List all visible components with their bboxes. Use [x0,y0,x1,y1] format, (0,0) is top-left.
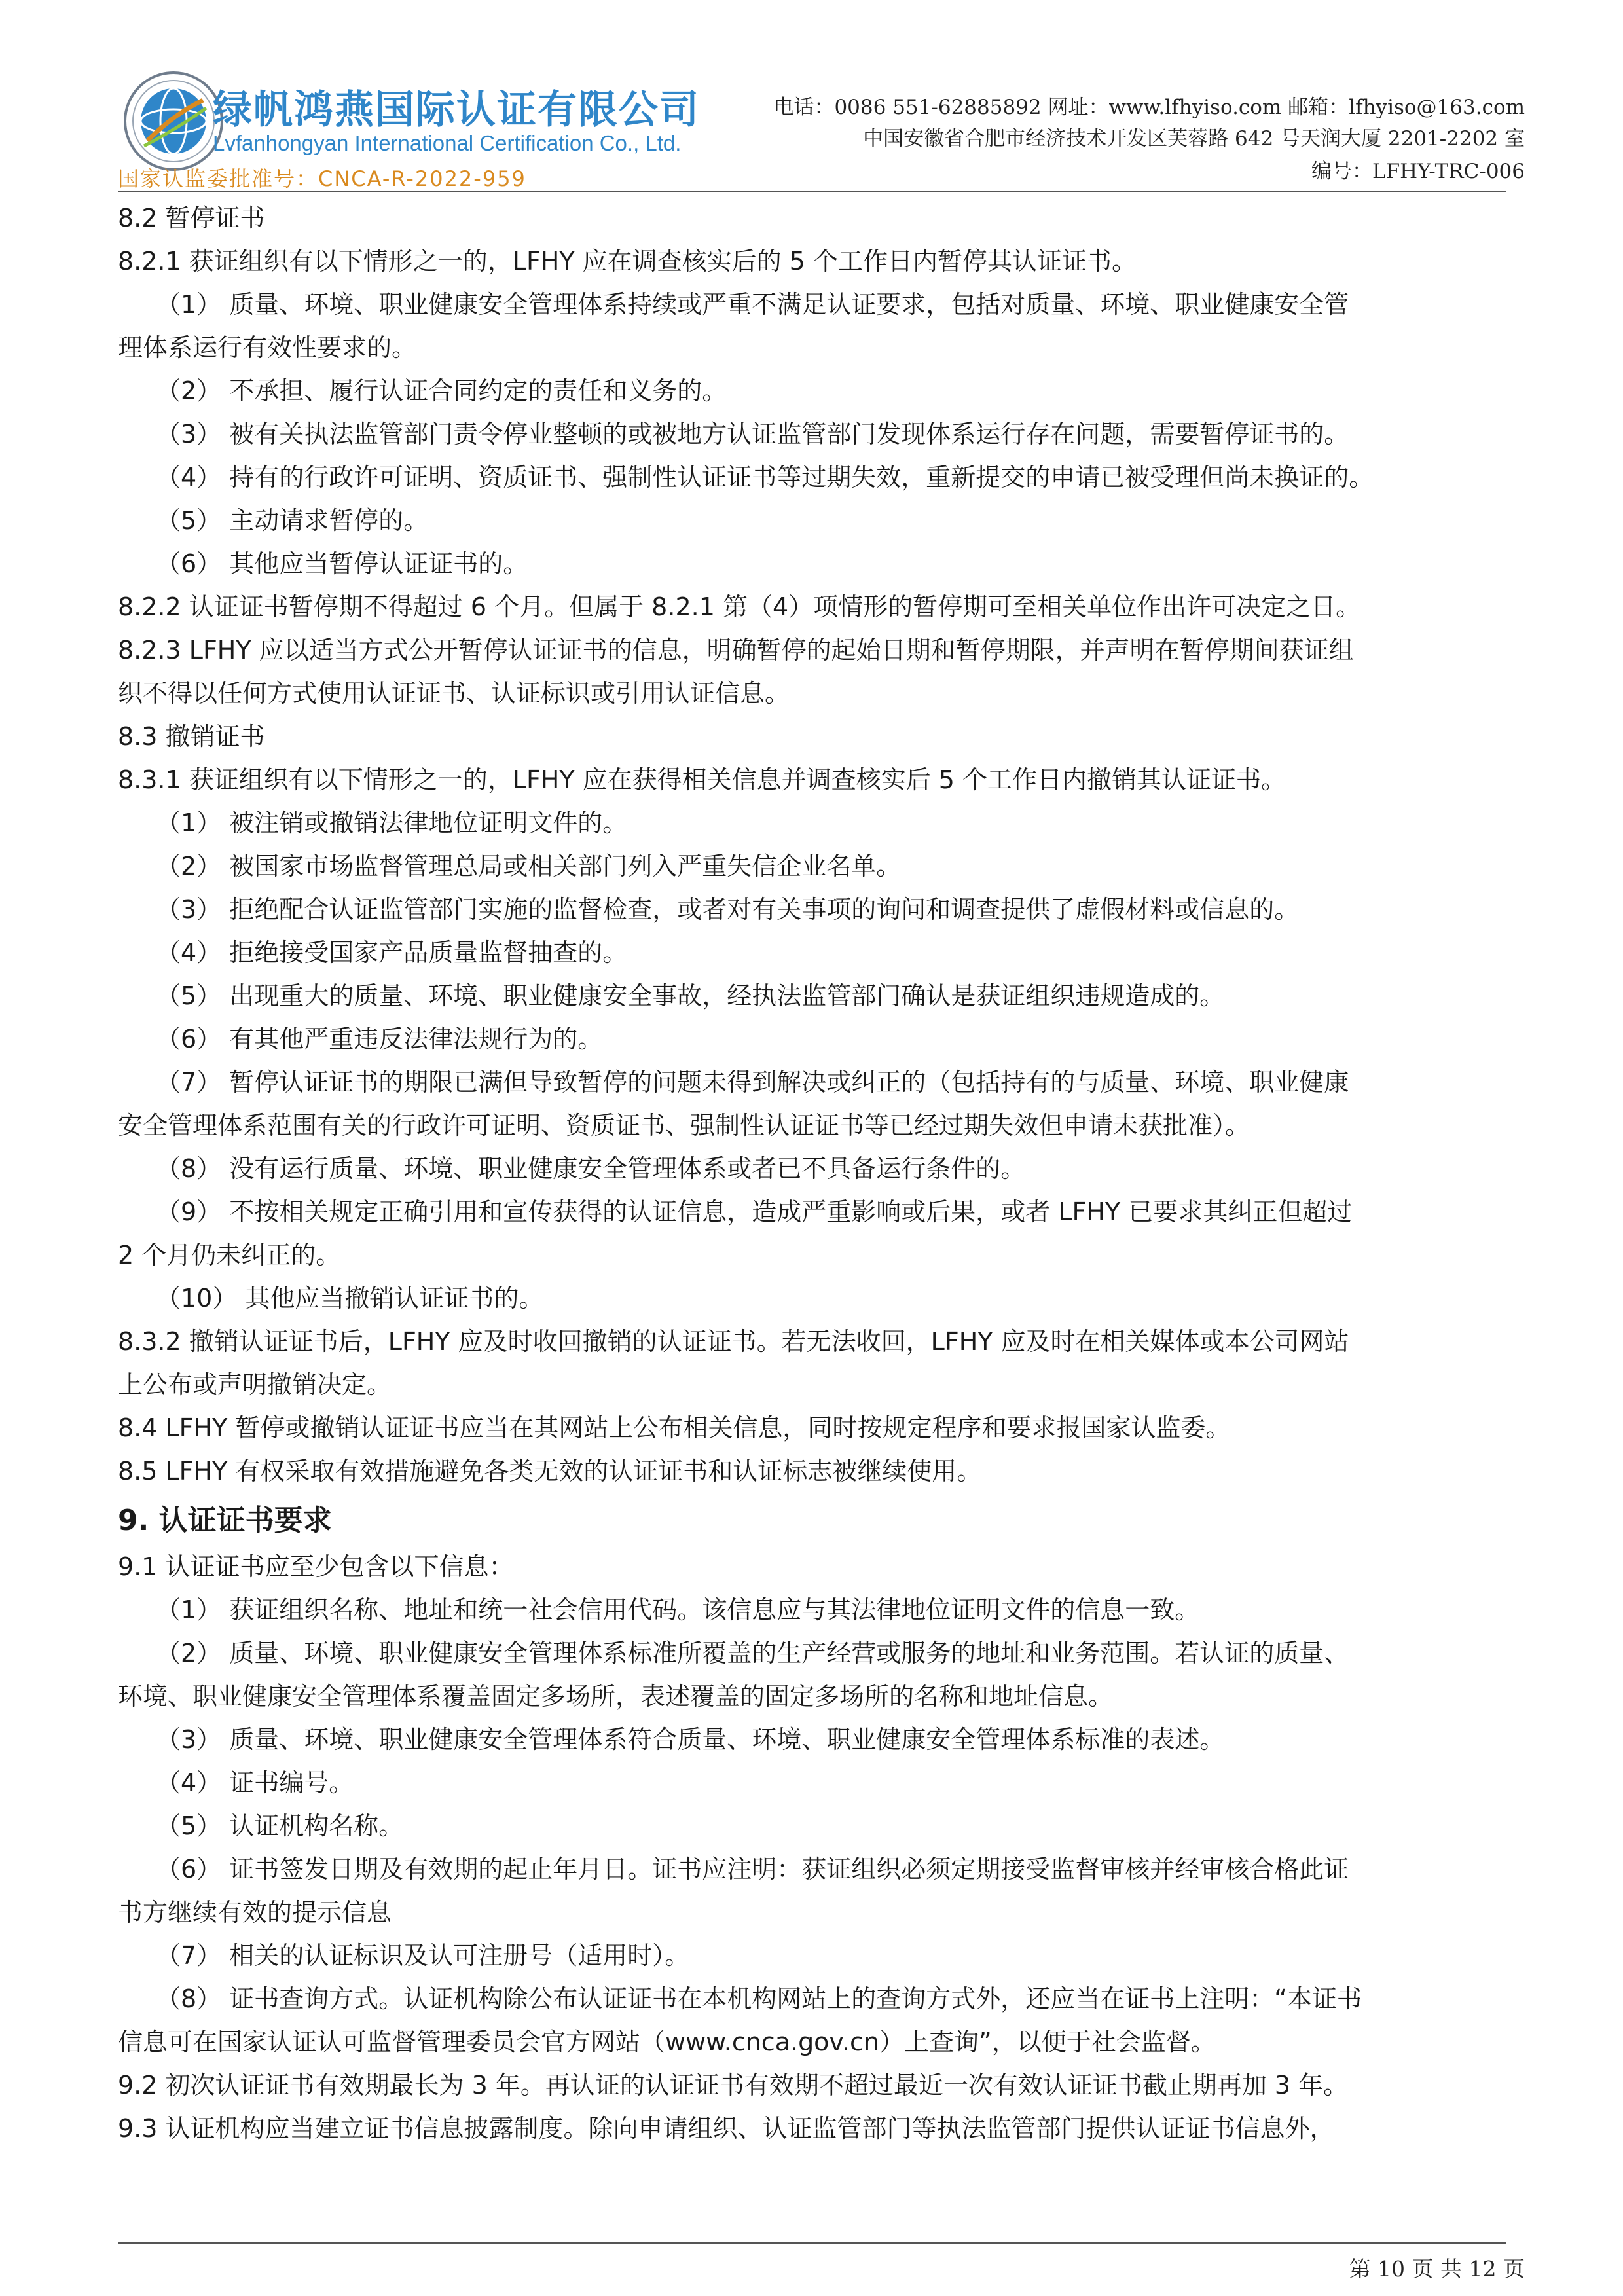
paragraph-line: （1） 获证组织名称、地址和统一社会信用代码。该信息应与其法律地位证明文件的信息一致。 [156,1595,1200,1624]
footer-divider [118,2242,1506,2244]
contact-line: 电话：0086 551-62885892 网址：www.lfhyiso.com 邮箱：lfhyiso@163.com [773,96,1525,119]
paragraph-line: 8.2 暂停证书 [118,204,265,232]
header-divider [118,191,1506,192]
approval-number: 国家认监委批准号：CNCA-R-2022-959 [118,166,526,191]
paragraph-line: 理体系运行有效性要求的。 [118,333,417,362]
paragraph-line: 2 个月仍未纠正的。 [118,1241,341,1269]
paragraph-line: （3） 拒绝配合认证监管部门实施的监督检查，或者对有关事项的询问和调查提供了虚假材料或信息的。 [156,895,1300,924]
paragraph-line: （4） 拒绝接受国家产品质量监督抽查的。 [156,938,628,967]
paragraph-line: （5） 主动请求暂停的。 [156,506,429,535]
paragraph-line: （4） 证书编号。 [156,1768,354,1797]
paragraph-line: 9.1 认证证书应至少包含以下信息： [118,1552,514,1581]
paragraph-line: （1） 被注销或撤销法律地位证明文件的。 [156,809,628,837]
paragraph-line: （2） 不承担、履行认证合同约定的责任和义务的。 [156,376,727,405]
paragraph-line: （5） 认证机构名称。 [156,1812,404,1840]
company-name-cn: 绿帆鸿燕国际认证有限公司 [213,87,700,133]
paragraph-line: （6） 其他应当暂停认证证书的。 [156,549,528,578]
paragraph-line: （2） 被国家市场监督管理总局或相关部门列入严重失信企业名单。 [156,852,902,881]
section-heading: 9. 认证证书要求 [118,1504,332,1537]
paragraph-line: 信息可在国家认证认可监督管理委员会官方网站（www.cnca.gov.cn）上查询”，以便于社会监督。 [118,2028,1216,2056]
address-line: 中国安徽省合肥市经济技术开发区芙蓉路 642 号天润大厦 2201-2202 室 [863,127,1525,151]
paragraph-line: （6） 证书签发日期及有效期的起止年月日。证书应注明：获证组织必须定期接受监督审核并经审核合格此证 [156,1855,1349,1884]
paragraph-line: （5） 出现重大的质量、环境、职业健康安全事故，经执法监管部门确认是获证组织违规造成的。 [156,981,1225,1010]
paragraph-line: （8） 证书查询方式。认证机构除公布认证证书在本机构网站上的查询方式外，还应当在证书上注明：“本证书 [156,1984,1362,2013]
paragraph-line: 9.3 认证机构应当建立证书信息披露制度。除向申请组织、认证监管部门等执法监管部门提供认证证书信息外， [118,2114,1335,2143]
document-body [118,196,1506,2150]
paragraph-line: 8.3 撤销证书 [118,722,265,751]
paragraph-line: 安全管理体系范围有关的行政许可证明、资质证书、强制性认证证书等已经过期失效但申请未获批准）。 [118,1111,1250,1140]
paragraph-line: （3） 质量、环境、职业健康安全管理体系符合质量、环境、职业健康安全管理体系标准的表述。 [156,1725,1225,1754]
paragraph-line: （7） 暂停认证证书的期限已满但导致暂停的问题未得到解决或纠正的（包括持有的与质量、环境、职业健康 [156,1068,1349,1097]
paragraph-line: （9） 不按相关规定正确引用和宣传获得的认证信息，造成严重影响或后果，或者 LFHY 已要求其纠正但超过 [156,1197,1353,1226]
globe-logo-icon [121,69,226,173]
paragraph-line: 8.3.1 获证组织有以下情形之一的，LFHY 应在获得相关信息并调查核实后 5 个工作日内撤销其认证证书。 [118,765,1286,794]
paragraph-line: （7） 相关的认证标识及认可注册号（适用时）。 [156,1941,690,1970]
paragraph-line: 8.4 LFHY 暂停或撤销认证证书应当在其网站上公布相关信息，同时按规定程序和要求报国家认监委。 [118,1413,1231,1442]
paragraph-line: （3） 被有关执法监管部门责令停业整顿的或被地方认证监管部门发现体系运行存在问题，需要暂停证书的。 [156,420,1349,448]
paragraph-line: （1） 质量、环境、职业健康安全管理体系持续或严重不满足认证要求，包括对质量、环境、职业健康安全管 [156,290,1349,319]
paragraph-line: 8.3.2 撤销认证证书后，LFHY 应及时收回撤销的认证证书。若无法收回，LFHY 应及时在相关媒体或本公司网站 [118,1327,1349,1356]
paragraph-line: （4） 持有的行政许可证明、资质证书、强制性认证证书等过期失效，重新提交的申请已被受理但尚未换证的。 [156,463,1374,492]
page-header [0,0,1623,196]
paragraph-line: 9.2 初次认证证书有效期最长为 3 年。再认证的认证证书有效期不超过最近一次有效认证证书截止期再加 3 年。 [118,2071,1349,2100]
company-name-en: Lvfanhongyan International Certification Co., Ltd. [213,131,682,155]
paragraph-line: 书方继续有效的提示信息 [118,1898,392,1927]
paragraph-line: （6） 有其他严重违反法律法规行为的。 [156,1025,603,1053]
paragraph-line: 上公布或声明撤销决定。 [118,1370,392,1399]
paragraph-line: 8.2.2 认证证书暂停期不得超过 6 个月。但属于 8.2.1 第（4）项情形的暂停期可至相关单位作出许可决定之日。 [118,592,1361,621]
doc-number: 编号：LFHY-TRC-006 [1311,160,1525,183]
paragraph-line: 8.5 LFHY 有权采取有效措施避免各类无效的认证证书和认证标志被继续使用。 [118,1457,982,1485]
paragraph-line: 8.2.1 获证组织有以下情形之一的，LFHY 应在调查核实后的 5 个工作日内暂停其认证证书。 [118,247,1137,276]
paragraph-line: （8） 没有运行质量、环境、职业健康安全管理体系或者已不具备运行条件的。 [156,1154,1026,1183]
paragraph-line: 织不得以任何方式使用认证证书、认证标识或引用认证信息。 [118,679,790,708]
page-number: 第 10 页 共 12 页 [1349,2256,1525,2282]
paragraph-line: 8.2.3 LFHY 应以适当方式公开暂停认证证书的信息，明确暂停的起始日期和暂停期限，并声明在暂停期间获证组 [118,636,1354,665]
paragraph-line: （10） 其他应当撤销认证证书的。 [156,1284,544,1313]
paragraph-line: （2） 质量、环境、职业健康安全管理体系标准所覆盖的生产经营或服务的地址和业务范围。若认证的质量、 [156,1639,1349,1667]
paragraph-line: 环境、职业健康安全管理体系覆盖固定多场所，表述覆盖的固定多场所的名称和地址信息。 [118,1682,1114,1711]
